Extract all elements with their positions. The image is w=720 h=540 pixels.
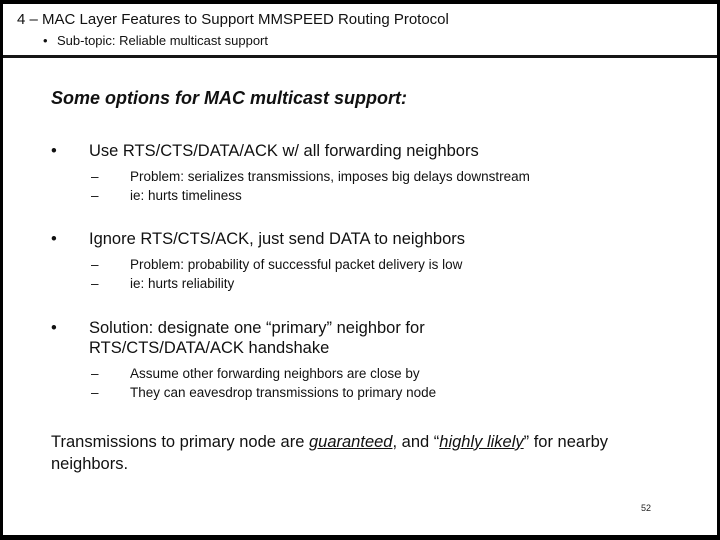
body-heading: Some options for MAC multicast support: [51, 88, 408, 108]
closing-segment-emphasized: guaranteed [308, 432, 393, 451]
sub-bullet-text: Assume other forwarding neighbors are close by [130, 366, 420, 382]
bullet-marker: • [43, 32, 48, 48]
bullet-item [51, 141, 677, 205]
bullet-item [51, 318, 677, 403]
slide-body [3, 58, 717, 475]
bullet-marker: • [51, 318, 57, 337]
dash-marker: – [91, 366, 99, 382]
sub-bullet-row [91, 275, 677, 294]
closing-segment: , and “ [392, 432, 440, 451]
sub-bullet-row [91, 168, 677, 187]
sub-bullet-list [51, 365, 677, 403]
dash-marker: – [91, 168, 99, 184]
closing-paragraph [51, 431, 641, 476]
sub-bullet-list [51, 168, 677, 206]
sub-bullet-row [91, 365, 677, 384]
bullet-text: Solution: designate one “primary” neighbor for RTS/CTS/DATA/ACK handshake [89, 318, 425, 358]
bullet-text: Use RTS/CTS/DATA/ACK w/ all forwarding neighbors [89, 142, 479, 160]
sub-bullet-text: Problem: probability of successful packet delivery is low [130, 257, 463, 273]
page-number: 52 [640, 503, 651, 513]
sub-bullet-text: They can eavesdrop transmissions to primary node [130, 384, 437, 400]
sub-bullet-row [91, 187, 677, 206]
closing-segment-emphasized: highly likely [439, 432, 524, 451]
sub-bullet-text: ie: hurts reliability [130, 275, 235, 291]
bullet-text: Ignore RTS/CTS/ACK, just send DATA to neighbors [89, 230, 466, 249]
closing-segment: ” for nearby neighbors. [51, 432, 609, 474]
sub-bullet-row [91, 256, 677, 275]
dash-marker: – [91, 187, 99, 203]
header-subtitle [17, 33, 703, 49]
sub-bullet-text: Problem: serializes transmissions, imposes big delays downstream [130, 168, 530, 184]
header-subtitle-text: Sub-topic: Reliable multicast support [57, 32, 268, 48]
dash-marker: – [91, 257, 99, 273]
closing-segment: Transmissions to primary node are [51, 432, 309, 451]
dash-marker: – [91, 275, 99, 291]
bullet-item [51, 229, 677, 293]
bullet-marker: • [51, 230, 57, 249]
dash-marker: – [91, 384, 99, 400]
sub-bullet-list [51, 256, 677, 294]
bullet-row [51, 141, 677, 162]
sub-bullet-row [91, 384, 677, 403]
bullet-row [51, 229, 677, 250]
sub-bullet-text: ie: hurts timeliness [130, 187, 242, 203]
header-title: 4 – MAC Layer Features to Support MMSPEED Routing Protocol [17, 11, 449, 28]
bullet-marker: • [51, 142, 57, 160]
bullet-row [51, 318, 677, 359]
slide-header [3, 4, 717, 58]
